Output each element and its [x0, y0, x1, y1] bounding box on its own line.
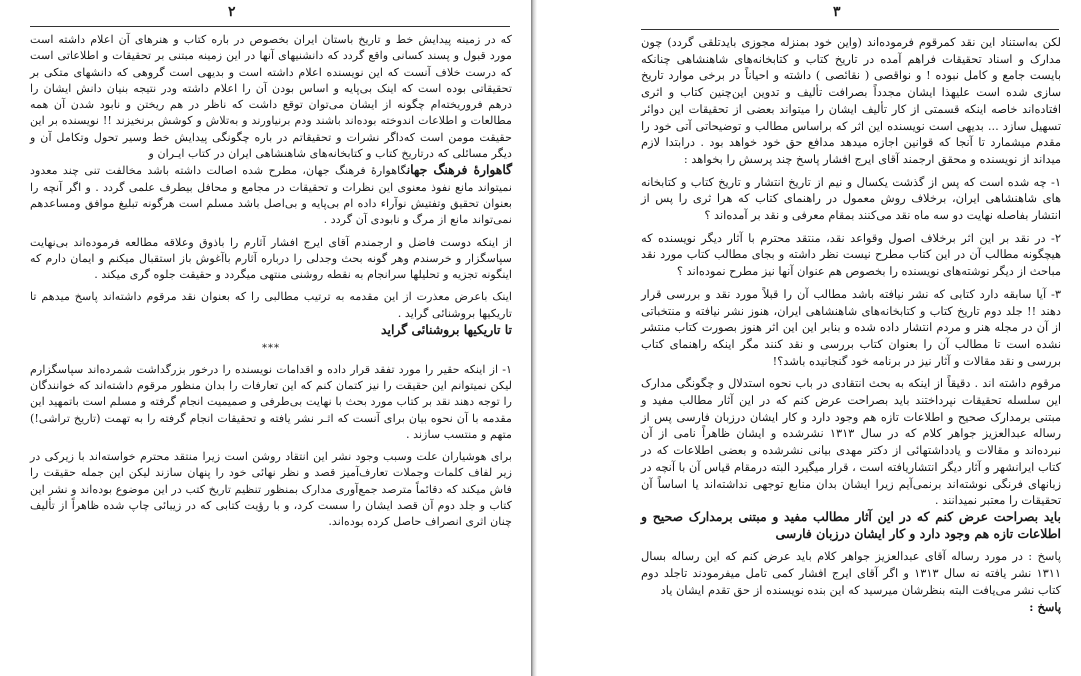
- paragraph: پاسخ : در مورد رساله آقای عبدالعزیز جواهر کلام باید عرض کنم که این رساله بسال ۱۳۱۱ نشر یافته نه سال ۱۳۱۳ و اگر آقای ایرج افشار کمی تامل میفرمودند تاجلد دوم کتاب نشر می‌یافت البته بنظرشان میرسید که این بنده نویسنده از حق تقدم ایشان یاد: [641, 549, 1061, 597]
- paragraph: ۱- از اینکه حقیر را مورد تفقد قرار داده و اقدامات نویسنده را درخور بزرگداشت شمرده‌اند سپاسگزارم لیکن نمیتوانم این حقیقت را نیز کتمان کنم که این تعارفات را بدان منظور مرقوم داشته‌اند که خوانندگان را توجه دهند نقد بر کتاب مورد بحث با نهایت بی‌طرفی و صمیمیت انجام گرفته و مسلم است با‌تمهید این مقدمه با آن نحوه بیان برای آنست که اثـر نشر یافته و تحقیقات انجام گرفته را به تهمت (تاریخ تراشی!) متهم و منتسب سازند .: [30, 362, 512, 441]
- paragraph-text: گاهوارهٔ فرهنگ جهان، مطرح شده اصالت داشته باشد مخالفت تنی چند معدود نمیتواند مانع نفوذ معنوی این نظرات و تحقیقات در مجامع و محافل بیطرف علمی گردد . و اگر آنچه را بعنوان تحقیق وتفتیش نوآراء داده ام بی‌پایه و بی‌اصل باشد مسلم است هرگونه تبلیغ موافق ومساعدهم نمی‌تواند مانع از مرگ و نابودی آن گردد .: [30, 164, 512, 227]
- bold-passage: باید بصراحت عرض کنم که در این آثار مطالب مفید و مبتنی برمدارک صحیح و اطلاعات تازه‌ هم وجود دارد و کار ایشان درزبان فارسی: [641, 508, 1061, 541]
- section-separator: ***: [262, 343, 280, 355]
- paragraph: [30, 162, 512, 228]
- paragraph: ۲- در نقد بر این اثر برخلاف اصول وقواعد نقد، منتقد محترم با آثار دیگر نویسنده که هیچگونه مطالب آن در این کتاب مطرح نیست نظر داشته و بجای مطالب کتاب مورد نقد مباحث از دیگر نوشته‌های نویسنده را بخصوص هم عنوان آنها نیز مطرح نموده‌اند ؟: [641, 230, 1061, 279]
- right-page: [537, 0, 1081, 676]
- paragraph: که در زمینه پیدایش خط و تاریخ باستان ایران بخصوص در باره کتاب و هنرهای آن اعلام داشته است مورد قبول و پسند کسانی واقع گردد که دانشنیهای آنها در این زمینه مبتنی بر تحقیقات و اطلاعاتی است که درست خلاف آنست که این نویسنده اعلام داشته است و بدیهی است گروهی که دانشهای متکی بر تحقیقاتی بوده است که اینک بی‌پایه و اساس بودن آن را اعلام داشته ودر نتیجه بنیان دانش ایشان را درهم فروریخته‌ام چگونه از ایشان می‌توان توقع داشت که ناظر در هم ریختن و نابود شدن آن همه مطالعات و اطلاعات اندوخته بوده‌اند باشند ودم برنیاورند و به‌تلاش و کوشش برنخیزند !! نویسنده بر این حقیقت مومن است که‌داگر نشرات و تحقیقاتم در باره چگونگی پیدایش خط وسیر تحول وتکامل آن و دیگر مسائلی که درتاریخ کتاب و کتابخانه‌های شاهنشاهی ایران در کتاب ایـران و: [30, 33, 512, 161]
- reply-label: پاسخ :: [1029, 599, 1061, 614]
- header-rule: [641, 29, 1059, 30]
- page-body: [30, 32, 512, 531]
- bold-title: گاهوارهٔ فرهنگ جهان: [406, 162, 512, 178]
- paragraph: ۳- آیا سابقه دارد کتابی که نشر نیافته باشد مطالب آن را قبلاً مورد نقد و بررسی قرار دهند !! جلد دوم تاریخ کتاب و کتابخانه‌های شاهنشاهی ایران، هنوز نشر نیافته و منتخباتی از آن در مجله هنر و مردم انتشار داده شده و بنابر این این اثر هنوز بصورت کتاب منتشر نشده است تا مطالب آن را بعنوان کتاب بررسی و نقد کنند مگر اینکه راهنمای کتاب بررسی و نقد مقالات و آثار نیز در برنامه خود گنجانیده باشد؟!: [641, 286, 1061, 368]
- paragraph: [30, 322, 512, 339]
- paragraph: [641, 509, 1061, 542]
- paragraph: ۱- چه شده است که پس از گذشت یکسال و نیم از تاریخ انتشار و تاریخ کتاب و کتابخانه های شاهنشاهی ایران، برخلاف روش معمول در راهنمای کتاب که هرا ثری را پس از انتشار بفاصله نهایت دو سه ماه نقد می‌کنند بمقام معرفی و نقد بر آمده‌اند ؟: [641, 174, 1061, 223]
- page-number: ۲: [228, 4, 236, 20]
- page-number: ۳: [833, 4, 841, 20]
- paragraph: اینک باعرض معذرت از این مقدمه به ترتیب مطالبی را که بعنوان نقد مرقوم داشته‌اند پاسخ میدهم تا تاریکیها بروشنائی گراید .: [30, 290, 512, 320]
- paragraph: از اینکه دوست فاضل و ارجمندم آقای ایرج افشار آثارم را باذوق وعلاقه مطالعه فرموده‌اند بی‌نهایت سپاسگزار و خرسندم وهر گونه بحث وجدلی را درباره آثارم با‌آغوش باز استقبال میکنم و ایمان دارم که اینگونه تجزیه و تحلیلها سرانجام به نقطه روشنی منتهی میگردد و حقیقت جلوه گری میکند .: [30, 235, 512, 282]
- paragraph: لکن به‌استناد این نقد کمرقوم فرموده‌اند (واین خود بمنزله مجوزی بایدتلقی گردد) چون مدارک و اسناد تحقیقات فراهم آمده در تاریخ کتاب و کتابخانه‌های شاهنشاهی چنانکه بایست جامع و کامل نبوده ! و نواقصی ( نقائصی ) داشته و احیاناً در برخی موارد تاریخ سازی شده است علیهذا ایشان مجدداً بصرافت تألیف و تدوین این‌چنین کتاب و اثری افتاده‌اند خاصه اینکه قسمتی از کار تألیف ایشان را میتواند بعضی از تحقیقات این دوائر تسهیل سازد ... بدیهی است نویسنده این اثر که براساس مطالب و توضیحاتی آتی خود را مقدم میشمارد تا آنجا که قوانین اجازه میدهد مدافع حق خود خواهد بود . درابتدا لازم میداند از نویسنده و محقق ارجمند آقای ایرج افشار پاسخ چند پرسش را بخواهد :: [641, 35, 1061, 166]
- header-rule: [30, 26, 510, 27]
- bold-phrase: تا تاریکیها بروشنائی گراید: [381, 322, 512, 338]
- paragraph: برای هوشیاران علت وسبب وجود نشر این انتقاد روشن است زیرا منتقد محترم خواسته‌اند با زیرکی در زیر لفاف کلمات وجملات تعارف‌آمیز قصد و نظر نهائی خود را پنهان سازند لیکن این جمله حقیقت را فاش میکند که دقائماً مترصد جمع‌آوری مدارک بمنظور تنظیم تاریخ کتب در این موضوع بوده‌اند و نشر این کتاب و جلد دوم آن قصد ایشان را سست کرد، و با رؤیت کتابی که در زیبائی چاپ شده ظاهراً از تألیف چنان اثری انصراف حاصل کرده بوده‌اند.: [30, 450, 512, 529]
- paragraph: [641, 599, 1061, 616]
- paragraph: مرقوم داشته اند . دقیقاً از اینکه به بحث انتقادی در باب نحوه استدلال و چگونگی مدارک این سلسله تحقیقات نپرداختند باید بصراحت عرض کنم که در این آثار مطالب مفید و مبتنی برمدارک صحیح و اطلاعات تازه‌ هم وجود دارد و کار ایشان درزبان فارسی پس از رساله عبدالعزیز جواهر کلام که در سال ۱۳۱۳ نشرشده و ایشان ظاهراً نامی از آن نبرده‌اند و مقالات و یادداشتهائی از دکتر مهدی بیانی نشرشده و بعضی اطلاعات که در کتاب ایرانشهر و آثار دیگر انتشاریافته است ، قرار میگیرد البته درمقام قیاس آن با آنچه در زبانهای فرنگی نوشته‌اند برنمی‌آیم زیرا ایشان بدان منابع توجهی نداشته‌اند یا اساساً آن تحقیقات را معتبر نمیدانند .: [641, 376, 1061, 508]
- left-page: [0, 0, 532, 676]
- page-body: [641, 34, 1061, 615]
